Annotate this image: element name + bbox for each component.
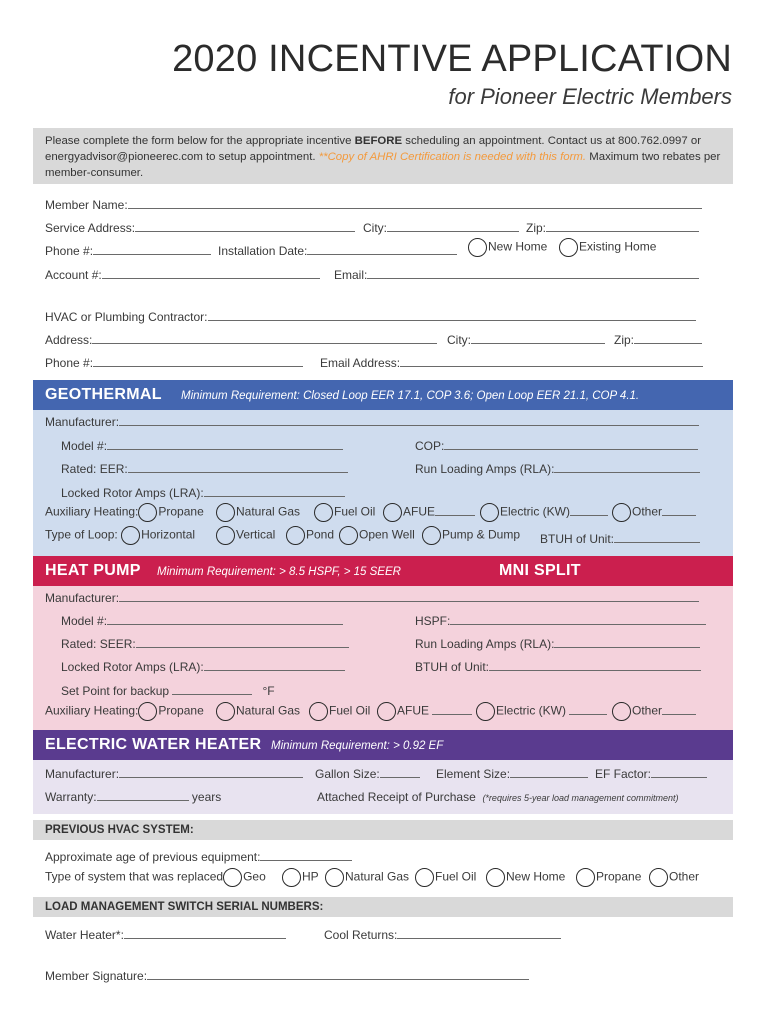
prev-hp-option[interactable]	[282, 868, 319, 887]
geo-fuel-oil-radio[interactable]	[314, 503, 333, 522]
hp-propane-label: Propane	[158, 703, 204, 718]
geo-afue-field[interactable]	[435, 505, 475, 516]
hp-afue-radio[interactable]	[377, 702, 396, 721]
geothermal-header	[33, 380, 733, 410]
lm-water-heater-label: Water Heater*:	[45, 928, 124, 942]
hp-natural-gas-radio[interactable]	[216, 702, 235, 721]
wh-element-label: Element Size:	[436, 767, 511, 781]
geo-lra-row	[61, 486, 345, 500]
member-email-row	[334, 268, 699, 282]
geo-model-row	[61, 439, 343, 453]
geo-pump-dump-option[interactable]	[422, 526, 520, 545]
hp-manufacturer-label: Manufacturer:	[45, 591, 120, 605]
hp-deg-f: °F	[262, 684, 275, 698]
geo-btuh-label: BTUH of Unit:	[540, 532, 615, 546]
hp-seer-label: Rated: SEER:	[61, 637, 136, 651]
geo-cop-row	[415, 439, 698, 453]
heat-pump-title: HEAT PUMP	[45, 562, 141, 579]
member-zip-row	[526, 221, 699, 235]
intro-text-a: Please complete the form below for the appropriate incentive	[45, 135, 355, 147]
hp-electric-radio[interactable]	[476, 702, 495, 721]
hp-set-point-field[interactable]	[172, 684, 252, 695]
hp-lra-label: Locked Rotor Amps (LRA):	[61, 660, 204, 674]
geo-horizontal-radio[interactable]	[121, 526, 140, 545]
geo-natural-gas-radio[interactable]	[216, 503, 235, 522]
geo-eer-field[interactable]	[128, 462, 348, 473]
geo-afue-label: AFUE	[403, 504, 436, 519]
wh-manufacturer-label: Manufacturer:	[45, 767, 120, 781]
intro-text-c: Maximum two rebates per member-consumer.	[45, 151, 721, 179]
geo-pond-option[interactable]	[286, 526, 334, 545]
new-home-radio[interactable]	[468, 238, 487, 257]
intro-text-orange: **Copy of AHRI Certification is needed with this form.	[318, 151, 587, 163]
hp-afue-field[interactable]	[432, 704, 472, 715]
geo-pump-dump-radio[interactable]	[422, 526, 441, 545]
contractor-email-row	[320, 356, 703, 370]
existing-home-option[interactable]	[559, 238, 656, 257]
geo-btuh-row	[540, 532, 700, 546]
wh-years-label: years	[191, 790, 222, 804]
prev-other-option[interactable]	[649, 868, 699, 887]
lm-cool-returns-field[interactable]	[397, 928, 561, 939]
existing-home-radio[interactable]	[559, 238, 578, 257]
wh-receipt-label: Attached Receipt of Purchase	[317, 790, 476, 804]
geo-pump-dump-label: Pump & Dump	[442, 527, 521, 542]
wh-receipt-note: (*requires 5-year load management commitment)	[482, 793, 679, 803]
prev-hp-radio[interactable]	[282, 868, 301, 887]
geo-cop-label: COP:	[415, 439, 445, 453]
prev-age-row	[45, 850, 352, 864]
member-zip-field[interactable]	[546, 221, 699, 232]
lm-water-heater-row	[45, 928, 286, 942]
intro-box	[33, 128, 733, 184]
wh-warranty-field[interactable]	[97, 790, 189, 801]
wh-receipt-row	[317, 790, 679, 804]
member-name-label: Member Name:	[45, 198, 128, 212]
member-email-field[interactable]	[367, 268, 699, 279]
wh-manufacturer-row	[45, 767, 303, 781]
geo-electric-option[interactable]	[480, 503, 608, 522]
new-home-label: New Home	[488, 239, 548, 254]
prev-hp-label: HP	[302, 869, 319, 884]
hp-electric-option[interactable]	[476, 702, 607, 721]
geo-natural-gas-option[interactable]	[216, 503, 300, 522]
contractor-phone-field[interactable]	[93, 356, 303, 367]
contractor-city-field[interactable]	[471, 333, 605, 344]
member-phone-row	[45, 244, 211, 258]
load-mgmt-title: LOAD MANAGEMENT SWITCH SERIAL NUMBERS:	[45, 901, 324, 913]
geo-lra-field[interactable]	[204, 486, 345, 497]
geo-pond-label: Pond	[306, 527, 335, 542]
geo-propane-label: Propane	[158, 504, 204, 519]
hp-rla-label: Run Loading Amps (RLA):	[415, 637, 555, 651]
hp-other-option[interactable]	[612, 702, 696, 721]
geo-loop-row	[45, 526, 195, 545]
wh-gallon-row	[315, 767, 420, 781]
prev-natural-gas-radio[interactable]	[325, 868, 344, 887]
hp-seer-field[interactable]	[136, 637, 349, 648]
geo-vertical-label: Vertical	[236, 527, 276, 542]
wh-ef-label: EF Factor:	[595, 767, 652, 781]
heat-pump-header	[33, 556, 733, 586]
hp-electric-field[interactable]	[569, 704, 607, 715]
wh-warranty-row	[45, 790, 221, 804]
geo-model-label: Model #:	[61, 439, 108, 453]
geo-rla-row	[415, 462, 700, 476]
hp-hspf-label: HSPF:	[415, 614, 451, 628]
prev-natural-gas-option[interactable]	[325, 868, 409, 887]
water-heater-title: ELECTRIC WATER HEATER	[45, 736, 262, 753]
hp-seer-row	[61, 637, 349, 651]
hp-fuel-oil-option[interactable]	[309, 702, 370, 721]
contractor-zip-field[interactable]	[634, 333, 702, 344]
wh-ef-field[interactable]	[651, 767, 707, 778]
hp-other-label: Other	[632, 703, 663, 718]
installation-date-field[interactable]	[307, 244, 457, 255]
prev-age-label: Approximate age of previous equipment:	[45, 850, 261, 864]
contractor-field[interactable]	[208, 310, 696, 321]
hp-model-label: Model #:	[61, 614, 108, 628]
installation-date-row	[218, 244, 457, 258]
water-heater-requirement: Minimum Requirement: > 0.92 EF	[271, 740, 444, 752]
geothermal-requirement: Minimum Requirement: Closed Loop EER 17.1, COP 3.6; Open Loop EER 21.1, COP 4.1.	[181, 390, 640, 402]
member-city-label: City:	[363, 221, 387, 235]
hp-fuel-oil-label: Fuel Oil	[329, 703, 371, 718]
geo-vertical-radio[interactable]	[216, 526, 235, 545]
prev-geo-label: Geo	[243, 869, 266, 884]
hp-model-row	[61, 614, 343, 628]
geo-fuel-oil-label: Fuel Oil	[334, 504, 376, 519]
contractor-address-label: Address:	[45, 333, 93, 347]
wh-gallon-label: Gallon Size:	[315, 767, 380, 781]
intro-text-bold: BEFORE	[354, 135, 403, 147]
previous-hvac-bar	[33, 820, 733, 840]
prev-geo-radio[interactable]	[223, 868, 242, 887]
contractor-email-field[interactable]	[400, 356, 703, 367]
prev-propane-radio[interactable]	[576, 868, 595, 887]
geo-loop-label: Type of Loop:	[45, 527, 118, 542]
hp-hspf-row	[415, 614, 706, 628]
hp-model-field[interactable]	[107, 614, 343, 625]
hp-afue-option[interactable]	[377, 702, 472, 721]
hp-hspf-field[interactable]	[450, 614, 706, 625]
load-mgmt-bar	[33, 897, 733, 917]
member-email-label: Email:	[334, 268, 368, 282]
geo-fuel-oil-option[interactable]	[314, 503, 375, 522]
geo-natural-gas-label: Natural Gas	[236, 504, 301, 519]
new-home-option[interactable]	[468, 238, 547, 257]
prev-new-home-label: New Home	[506, 869, 566, 884]
lm-water-heater-field[interactable]	[124, 928, 286, 939]
geo-vertical-option[interactable]	[216, 526, 275, 545]
hp-manufacturer-field[interactable]	[119, 591, 699, 602]
geo-open-well-radio[interactable]	[339, 526, 358, 545]
member-zip-label: Zip:	[526, 221, 547, 235]
intro-text-b: scheduling an appointment. Contact us at 800.762.0997 or energyadvisor@pioneerec.com to setup appointment.	[45, 135, 701, 163]
contractor-email-label: Email Address:	[320, 356, 401, 370]
prev-propane-label: Propane	[596, 869, 642, 884]
hp-lra-field[interactable]	[204, 660, 345, 671]
contractor-row	[45, 310, 696, 324]
contractor-zip-row	[614, 333, 702, 347]
geo-other-label: Other	[632, 504, 663, 519]
geo-aux-row	[45, 503, 204, 522]
form-subtitle: for Pioneer Electric Members	[448, 84, 732, 109]
geo-open-well-label: Open Well	[359, 527, 415, 542]
wh-gallon-field[interactable]	[380, 767, 420, 778]
member-phone-field[interactable]	[93, 244, 211, 255]
hp-set-point-row	[61, 684, 275, 698]
geo-eer-row	[61, 462, 348, 476]
geo-other-option[interactable]	[612, 503, 696, 522]
geo-manufacturer-field[interactable]	[119, 415, 699, 426]
geo-lra-label: Locked Rotor Amps (LRA):	[61, 486, 204, 500]
geo-pond-radio[interactable]	[286, 526, 305, 545]
hp-set-point-label: Set Point for backup	[61, 684, 170, 698]
geo-cop-field[interactable]	[444, 439, 698, 450]
hp-afue-label: AFUE	[397, 703, 430, 718]
prev-new-home-option[interactable]	[486, 868, 565, 887]
contractor-city-label: City:	[447, 333, 471, 347]
wh-element-field[interactable]	[510, 767, 588, 778]
contractor-zip-label: Zip:	[614, 333, 635, 347]
member-name-field[interactable]	[128, 198, 702, 209]
contractor-label: HVAC or Plumbing Contractor:	[45, 310, 208, 324]
contractor-phone-row	[45, 356, 303, 370]
hp-rla-row	[415, 637, 700, 651]
geo-manufacturer-row	[45, 415, 699, 429]
geo-open-well-option[interactable]	[339, 526, 415, 545]
geothermal-title: GEOTHERMAL	[45, 386, 162, 403]
geo-horizontal-label: Horizontal	[141, 527, 196, 542]
hp-natural-gas-label: Natural Gas	[236, 703, 301, 718]
hp-aux-label: Auxiliary Heating:	[45, 703, 139, 718]
member-city-row	[363, 221, 519, 235]
contractor-address-field[interactable]	[92, 333, 437, 344]
hp-manufacturer-row	[45, 591, 699, 605]
geo-electric-field[interactable]	[570, 505, 608, 516]
geo-btuh-field[interactable]	[614, 532, 700, 543]
prev-other-radio[interactable]	[649, 868, 668, 887]
prev-fuel-oil-label: Fuel Oil	[435, 869, 477, 884]
prev-other-label: Other	[669, 869, 700, 884]
prev-new-home-radio[interactable]	[486, 868, 505, 887]
account-field[interactable]	[102, 268, 320, 279]
geo-aux-label: Auxiliary Heating:	[45, 504, 139, 519]
signature-row	[45, 969, 529, 983]
service-address-row	[45, 221, 355, 235]
geo-other-radio[interactable]	[612, 503, 631, 522]
mini-split-title: MNI SPLIT	[499, 562, 581, 579]
member-city-field[interactable]	[387, 221, 519, 232]
geo-electric-label: Electric (KW)	[500, 504, 570, 519]
heat-pump-requirement: Minimum Requirement: > 8.5 HSPF, > 15 SEER	[157, 566, 401, 578]
hp-fuel-oil-radio[interactable]	[309, 702, 328, 721]
installation-date-label: Installation Date:	[218, 244, 308, 258]
contractor-city-row	[447, 333, 605, 347]
prev-type-row	[45, 868, 266, 887]
hp-btuh-row	[415, 660, 701, 674]
hp-other-field[interactable]	[662, 704, 696, 715]
hp-aux-row	[45, 702, 204, 721]
wh-ef-row	[595, 767, 707, 781]
geo-eer-label: Rated: EER:	[61, 462, 128, 476]
hp-natural-gas-option[interactable]	[216, 702, 300, 721]
lm-cool-returns-row	[324, 928, 561, 942]
hp-btuh-label: BTUH of Unit:	[415, 660, 490, 674]
hp-lra-row	[61, 660, 345, 674]
hp-other-radio[interactable]	[612, 702, 631, 721]
prev-type-label: Type of system that was replaced	[45, 869, 224, 884]
contractor-address-row	[45, 333, 437, 347]
water-heater-header	[33, 730, 733, 760]
hp-propane-radio[interactable]	[138, 702, 157, 721]
existing-home-label: Existing Home	[579, 239, 657, 254]
geo-propane-radio[interactable]	[138, 503, 157, 522]
hp-rla-field[interactable]	[554, 637, 700, 648]
signature-field[interactable]	[147, 969, 529, 980]
account-row	[45, 268, 320, 282]
member-name-row	[45, 198, 702, 212]
member-phone-label: Phone #:	[45, 244, 94, 258]
geo-rla-label: Run Loading Amps (RLA):	[415, 462, 555, 476]
geo-other-field[interactable]	[662, 505, 696, 516]
form-title: 2020 INCENTIVE APPLICATION	[172, 38, 732, 80]
service-address-label: Service Address:	[45, 221, 136, 235]
service-address-field[interactable]	[135, 221, 355, 232]
prev-fuel-oil-option[interactable]	[415, 868, 476, 887]
geo-electric-radio[interactable]	[480, 503, 499, 522]
previous-hvac-title: PREVIOUS HVAC SYSTEM:	[45, 824, 194, 836]
geo-manufacturer-label: Manufacturer:	[45, 415, 120, 429]
geo-model-field[interactable]	[107, 439, 343, 450]
prev-fuel-oil-radio[interactable]	[415, 868, 434, 887]
geo-afue-radio[interactable]	[383, 503, 402, 522]
prev-age-field[interactable]	[260, 850, 352, 861]
geo-afue-option[interactable]	[383, 503, 475, 522]
geo-rla-field[interactable]	[554, 462, 700, 473]
prev-propane-option[interactable]	[576, 868, 641, 887]
hp-electric-label: Electric (KW)	[496, 703, 566, 718]
wh-manufacturer-field[interactable]	[119, 767, 303, 778]
contractor-phone-label: Phone #:	[45, 356, 94, 370]
signature-label: Member Signature:	[45, 969, 148, 983]
hp-btuh-field[interactable]	[489, 660, 701, 671]
wh-element-row	[436, 767, 588, 781]
prev-natural-gas-label: Natural Gas	[345, 869, 410, 884]
account-label: Account #:	[45, 268, 102, 282]
wh-warranty-label: Warranty:	[45, 790, 97, 804]
lm-cool-returns-label: Cool Returns:	[324, 928, 398, 942]
